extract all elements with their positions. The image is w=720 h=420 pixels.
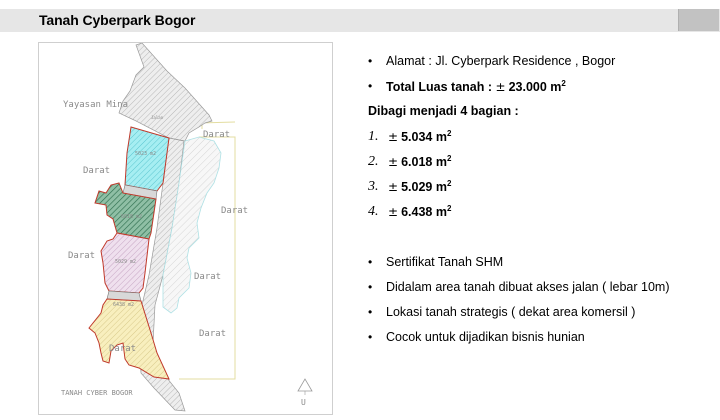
bullet-icon: • [368, 79, 373, 93]
plus-minus-icon: ± [388, 130, 399, 144]
part-number: 1. [368, 129, 379, 144]
label-darat-7: Darat [109, 344, 137, 354]
label-darat-2: Darat [83, 166, 111, 176]
map-caption: TANAH CYBER BOGOR [61, 389, 133, 397]
label-yayasan-mina: Yayasan Mina [63, 100, 129, 110]
feature-text: Lokasi tanah strategis ( dekat area komersil ) [386, 305, 636, 319]
part-area [388, 154, 451, 169]
plus-minus-icon: ± [388, 180, 399, 194]
part-area [388, 204, 451, 219]
feature-text: Cocok untuk dijadikan bisnis hunian [386, 330, 585, 344]
plus-minus-icon: ± [495, 80, 506, 94]
label-darat-4: Darat [68, 251, 96, 261]
part-number: 4. [368, 204, 379, 219]
label-darat-5: Darat [194, 272, 222, 282]
total-area-label: Total Luas tanah : [386, 80, 496, 94]
address-text: Alamat : Jl. Cyberpark Residence , Bogor [386, 54, 616, 68]
part-value: 5.029 m [401, 180, 447, 194]
superscript: 2 [561, 79, 566, 88]
superscript: 2 [446, 129, 452, 138]
part-value: 6.018 m [401, 155, 447, 169]
part-area [388, 179, 451, 194]
plot-3-area: 5029 m2 [115, 259, 137, 265]
total-area-value: 23.000 m [508, 80, 562, 94]
site-plan-map [38, 42, 333, 415]
bullet-icon: • [368, 54, 373, 68]
plus-minus-icon: ± [388, 155, 399, 169]
part-area [388, 129, 451, 144]
site-plan-drawing [39, 43, 334, 416]
label-darat-1: Darat [203, 130, 231, 140]
plus-minus-icon: ± [388, 205, 399, 219]
part-number: 3. [368, 179, 379, 194]
bullet-icon: • [368, 330, 373, 344]
north-arrow-icon [298, 379, 312, 395]
road-label-jalan: Jalan [151, 115, 164, 120]
north-label: U [301, 398, 306, 407]
superscript: 2 [446, 204, 452, 213]
divided-heading: Dibagi menjadi 4 bagian : [368, 104, 519, 118]
feature-text: Sertifikat Tanah SHM [386, 255, 504, 269]
bullet-icon: • [368, 305, 373, 319]
total-area-text [386, 79, 566, 94]
label-darat-6: Darat [199, 329, 227, 339]
page-title: Tanah Cyberpark Bogor [39, 12, 196, 28]
part-value: 6.438 m [401, 205, 447, 219]
label-darat-3: Darat [221, 206, 249, 216]
feature-text: Didalam area tanah dibuat akses jalan ( lebar 10m) [386, 280, 670, 294]
superscript: 2 [446, 154, 452, 163]
plot-1-area: 5023 m2 [135, 151, 157, 157]
part-number: 2. [368, 154, 379, 169]
title-bar [0, 9, 720, 32]
bullet-icon: • [368, 280, 373, 294]
part-value: 5.034 m [401, 130, 447, 144]
plot-2-area: 6018 m2 [121, 214, 143, 220]
bullet-icon: • [368, 255, 373, 269]
superscript: 2 [446, 179, 452, 188]
title-accent-box [678, 9, 719, 31]
plot-4-area: 6438 m2 [113, 302, 135, 308]
